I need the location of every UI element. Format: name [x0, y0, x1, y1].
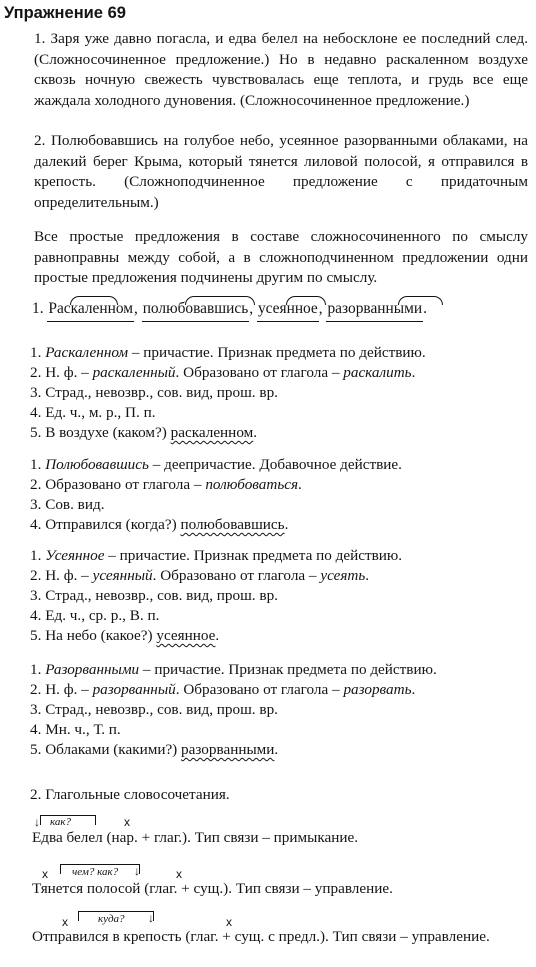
group4-line1: 1. Разорванными – причастие. Признак предмета по действию. — [30, 661, 437, 678]
group3-line3: 3. Страд., невозвр., сов. вид, прош. вр. — [30, 587, 278, 604]
analysis-word-4: разорванными — [326, 299, 423, 320]
group1-line1: 1. Раскаленном – причастие. Признак предмета по действию. — [30, 344, 426, 361]
paragraph-1: 1. Заря уже давно погасла, и едва белел на небосклоне ее последний след. (Сложносочиненное предложение.) Но в недавно раскаленном воздухе сквозь ночную свежесть чувствовалась еще теплота, и грудь все еще жаждала холодного дуновения. (Сложносочиненное предложение.) — [34, 30, 528, 109]
separator: , — [133, 300, 138, 317]
group1-line5: 5. В воздухе (каком?) раскаленном. — [30, 424, 258, 441]
x-mark: x — [62, 915, 68, 929]
x-mark: x — [42, 867, 48, 881]
group4-line3: 3. Страд., невозвр., сов. вид, прош. вр. — [30, 701, 278, 718]
group2-line4: 4. Отправился (когда?) полюбовавшись. — [30, 516, 289, 533]
group4-line4: 4. Мн. ч., Т. п. — [30, 721, 121, 738]
arrow-down-icon: ↓ — [134, 864, 140, 878]
x-mark: x — [124, 815, 130, 829]
analysis-word-3: усеянное — [257, 299, 319, 320]
group2-line1: 1. Полюбовавшись – деепричастие. Добавочное действие. — [30, 456, 402, 473]
question-mark-label: чем? как? — [72, 866, 119, 878]
paragraph-2: 2. Полюбовавшись на голубое небо, усеянное разорванными облаками, на далекий берег Крыма, который тянется лиловой полосой, я отправился в крепость. (Сложноподчиненное предложение с придаточным определительным.) — [34, 132, 528, 211]
question-mark-label: как? — [50, 816, 72, 828]
group3-line2: 2. Н. ф. – усеянный. Образовано от глагола – усеять. — [30, 567, 370, 584]
exercise-title: Упражнение 69 — [4, 4, 126, 22]
paragraph-3: Все простые предложения в составе сложносочиненного по смыслу равноправны между собой, а в сложноподчиненном предложении одни простые предложения подчинены другим по смыслу. — [34, 228, 528, 286]
analysis-end: . — [423, 300, 427, 317]
section2-heading: 2. Глагольные словосочетания. — [30, 786, 230, 803]
separator: , — [249, 300, 254, 317]
question-mark-label: куда? — [98, 913, 125, 925]
analysis-word-1: Раскаленном — [47, 299, 134, 320]
x-mark: x — [226, 915, 232, 929]
group1-line3: 3. Страд., невозвр., сов. вид, прош. вр. — [30, 384, 278, 401]
analysis-word-2: полюбовавшись — [142, 299, 250, 320]
arrow-down-icon: ↓ — [148, 911, 154, 925]
phrase-1: Едва белел (нар. + глаг.). Тип связи – примыкание. — [32, 829, 359, 846]
group1-line4: 4. Ед. ч., м. р., П. п. — [30, 404, 156, 421]
group3-line5: 5. На небо (какое?) усеянное. — [30, 627, 220, 644]
group2-line2: 2. Образовано от глагола – полюбоваться. — [30, 476, 302, 493]
group4-line5: 5. Облаками (какими?) разорванными. — [30, 741, 279, 758]
group3-line4: 4. Ед. ч., ср. р., В. п. — [30, 607, 160, 624]
x-mark: x — [176, 867, 182, 881]
morpheme-arc — [185, 296, 255, 305]
group2-line3: 3. Сов. вид. — [30, 496, 105, 513]
separator: , — [318, 300, 323, 317]
group3-line1: 1. Усеянное – причастие. Признак предмета по действию. — [30, 547, 403, 564]
group1-line2: 2. Н. ф. – раскаленный. Образовано от глагола – раскалить. — [30, 364, 416, 381]
morpheme-arc — [70, 296, 118, 305]
group4-line2: 2. Н. ф. – разорванный. Образовано от глагола – разорвать. — [30, 681, 416, 698]
analysis-number: 1. — [32, 300, 44, 317]
arrow-down-icon: ↓ — [34, 815, 40, 829]
phrase-3: Отправился в крепость (глаг. + сущ. с предл.). Тип связи – управление. — [32, 928, 490, 945]
phrase-2: Тянется полосой (глаг. + сущ.). Тип связи – управление. — [32, 880, 393, 897]
morpheme-arc — [398, 296, 443, 305]
morpheme-arc — [286, 296, 326, 305]
